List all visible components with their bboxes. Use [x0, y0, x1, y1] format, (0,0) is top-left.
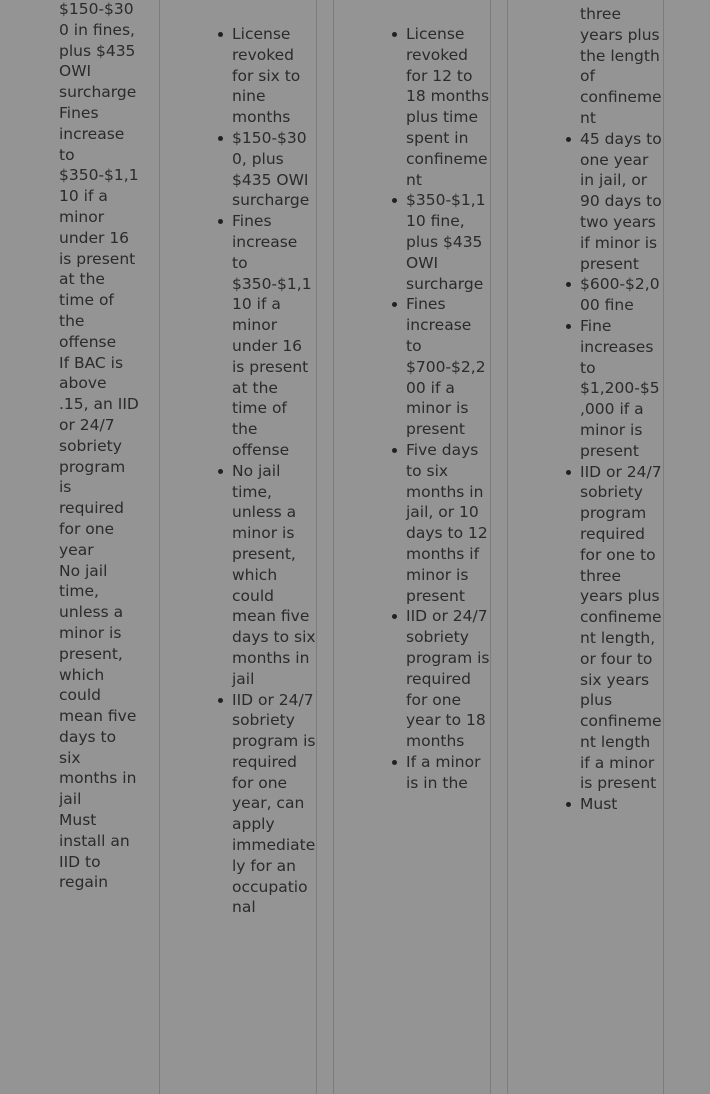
list-item-text: $150-$300 in fines, plus $435 OWI surcharge: [59, 0, 137, 102]
list-item: [580, 274, 663, 316]
bullet-icon: [218, 698, 223, 703]
list-item: [406, 190, 490, 294]
list-item: [580, 4, 663, 129]
penalty-list-3: [334, 24, 490, 793]
list-item: [406, 606, 490, 752]
list-item-text: three years plus the length of confinement: [580, 5, 662, 127]
bullet-icon: [566, 802, 571, 807]
penalty-column-4: [507, 0, 664, 1094]
list-item: [59, 353, 141, 561]
list-item-text: Five days to six months in jail, or 10 days to 12 months if minor is present: [406, 440, 488, 605]
bullet-icon: [218, 136, 223, 141]
bullet-icon: [218, 469, 223, 474]
list-item-text: 45 days to one year in jail, or 90 days to two years if minor is present: [580, 129, 662, 273]
list-item-text: License revoked for 12 to 18 months plus time spent in confinement: [406, 25, 490, 189]
list-item-text: No jail time, unless a minor is present, which could mean five days to six months in jail: [59, 561, 137, 809]
bullet-icon: [566, 324, 571, 329]
list-item-text: IID or 24/7 sobriety program is required for one year to 18 months: [406, 607, 490, 751]
bullet-icon: [218, 219, 223, 224]
list-item: [59, 561, 141, 811]
bullet-icon: [392, 302, 397, 307]
list-item-text: If BAC is above .15, an IID or 24/7 sobriety program is required for one year: [59, 353, 139, 559]
bullet-icon: [392, 198, 397, 203]
list-item: [580, 316, 663, 462]
list-item-text: $600-$2,000 fine: [580, 275, 660, 315]
penalty-column-3: [333, 0, 491, 1094]
list-item: [406, 752, 490, 794]
list-item-text: $350-$1,110 fine, plus $435 OWI surcharge: [406, 191, 486, 293]
list-item-text: Must install an IID to regain: [59, 811, 130, 892]
bullet-icon: [392, 614, 397, 619]
list-item-text: Fine increases to $1,200-$5,000 if a minor is present: [580, 316, 660, 460]
list-item: [406, 24, 490, 190]
list-item-text: IID or 24/7 sobriety program required for one to three years plus confinement length, or four to six years plus confinement length if a minor is present: [580, 462, 662, 793]
list-item: [59, 0, 141, 103]
list-item: [580, 129, 663, 275]
list-item: [406, 440, 490, 606]
list-item: [232, 128, 316, 211]
bullet-icon: [566, 470, 571, 475]
list-item: [580, 462, 663, 795]
bullet-icon: [218, 32, 223, 37]
list-item-text: If a minor is in the: [406, 752, 481, 792]
list-item: [59, 810, 141, 893]
penalty-column-1: [59, 0, 141, 1094]
list-item-text: Fines increase to $350-$1,110 if a minor under 16 is present at the time of the offense: [59, 103, 139, 351]
bullet-icon: [566, 282, 571, 287]
list-item: [580, 794, 663, 815]
bullet-icon: [392, 32, 397, 37]
bullet-icon: [392, 760, 397, 765]
list-item: [232, 211, 316, 461]
list-item-text: $150-$300, plus $435 OWI surcharge: [232, 128, 310, 210]
list-item: [232, 24, 316, 128]
list-item-text: Fines increase to $350-$1,110 if a minor under 16 is present at the time of the offense: [232, 212, 312, 459]
bullet-icon: [392, 448, 397, 453]
penalty-list-1: [59, 0, 141, 893]
list-item: [59, 103, 141, 353]
penalty-column-2: [159, 0, 317, 1094]
list-item-text: License revoked for six to nine months: [232, 25, 301, 127]
list-item: [232, 690, 316, 919]
list-item-text: Must: [580, 795, 618, 814]
list-item: [232, 461, 316, 690]
bullet-icon: [566, 137, 571, 142]
penalty-list-4: [508, 4, 663, 815]
penalty-list-2: [160, 24, 316, 918]
list-item: [406, 294, 490, 440]
list-item-text: Fines increase to $700-$2,200 if a minor is present: [406, 295, 486, 439]
list-item-text: No jail time, unless a minor is present, which could mean five days to six months in jail: [232, 461, 316, 688]
list-item-text: IID or 24/7 sobriety program is required for one year, can apply immediately for an occupational: [232, 690, 316, 917]
